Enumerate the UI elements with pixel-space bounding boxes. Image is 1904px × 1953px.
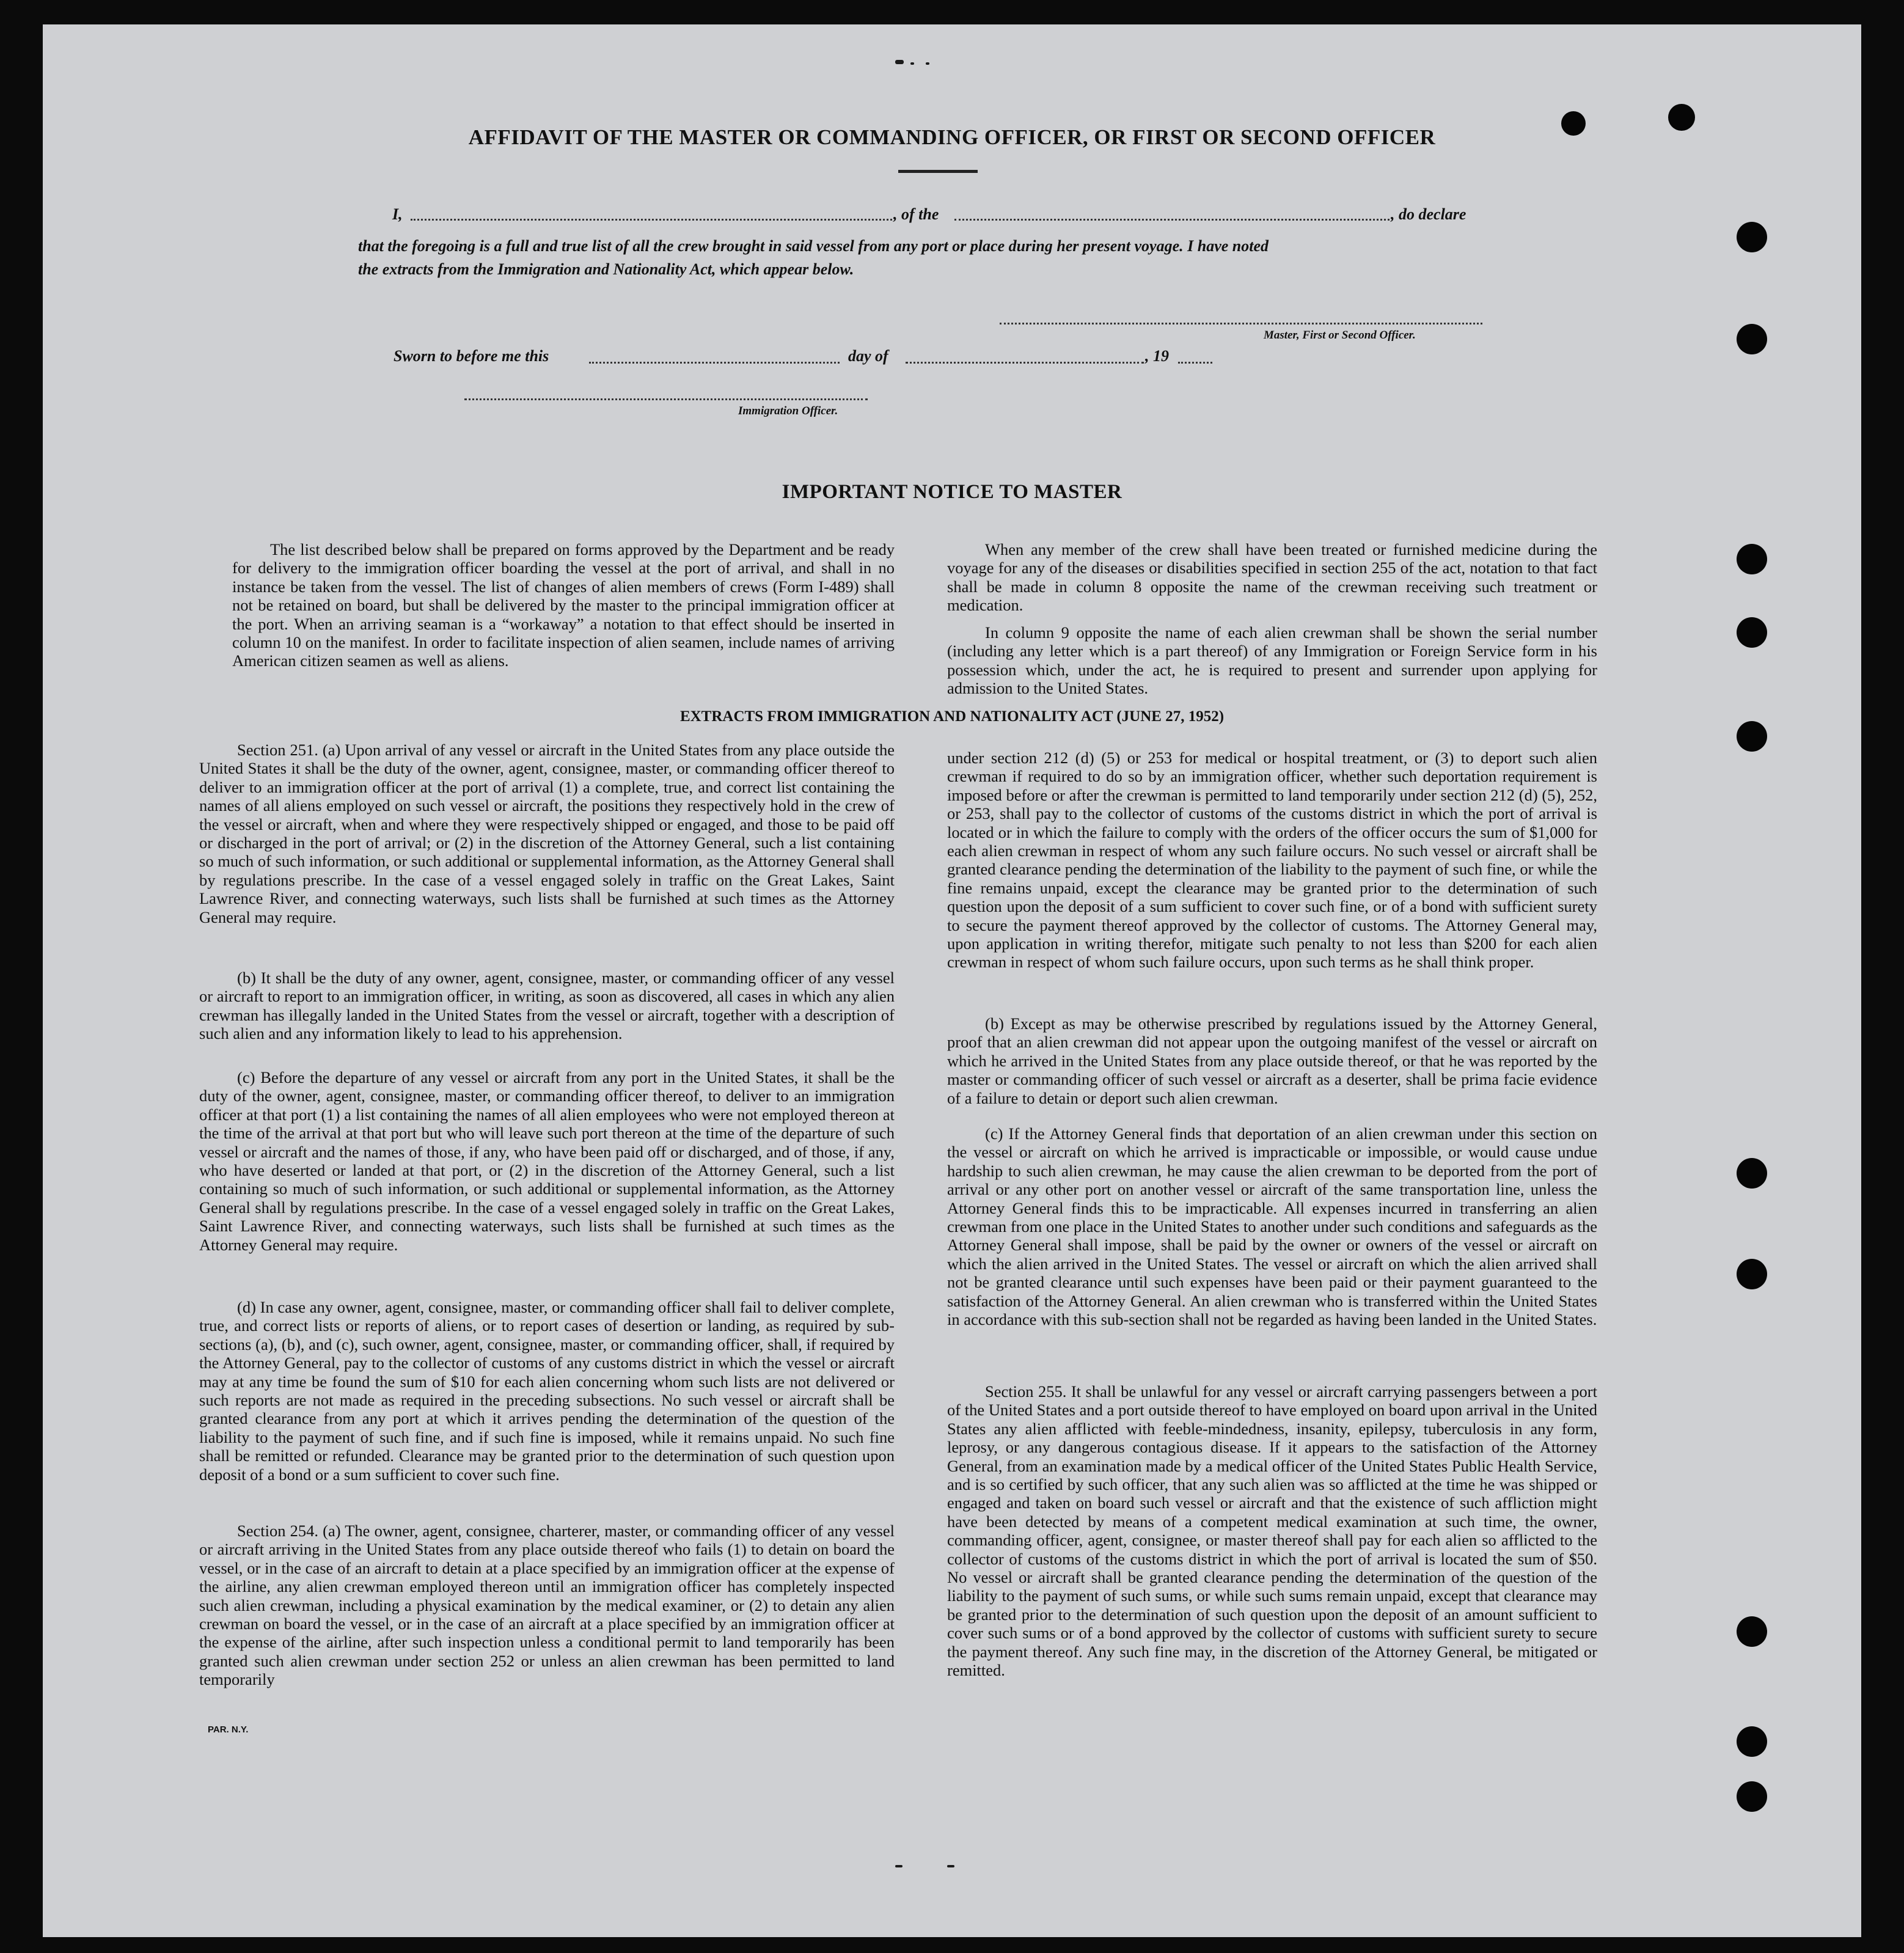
day-of-label: day of [848,347,888,365]
section-255: Section 255. It shall be unlawful for any vessel or aircraft carrying passengers between a port of the United States and a port outside thereof to have employed on board upon arrival in the United States any alien afflicted with feeble-mindedness, insanity, epilepsy, tuberculosis in any form, leprosy, or any dangerous contagious disease. If it appears to the satisfaction of the Attorney General, from an examination made by a medical officer of the United States Public Health Service, and is so certified by such officer, that any such alien was so afflicted at the time he was shipped or engaged and taken on board such vessel or aircraft and that the existence of such affliction might have been detected by means of a competent medical examination at such time, the owner, commanding officer, agent, consignee, or master thereof shall pay for each alien so afflicted to the collector of customs of the customs district in which the port of arrival is located the sum of $50. No vessel or aircraft shall be granted clearance pending the determination of the question of the liability to the payment of such sums, or while such sums remain unpaid, except that clearance may be granted prior to the determination of such question upon the deposit of an amount sufficient to cover such sums or of a bond approved by the collector of customs with sufficient surety to secure the payment thereof. Any such fine may, in the discretion of the Attorney General, be mitigated or remitted. [947,1382,1597,1680]
notice-title: IMPORTANT NOTICE TO MASTER [782,481,1122,503]
declaration-line-1: that the foregoing is a full and true list of all the crew brought in said vessel from any port or place during her present voyage. I have noted [358,237,1269,255]
sworn-label: Sworn to before me this [394,347,549,365]
section-251-b: (b) It shall be the duty of any owner, agent, consignee, master, or commanding officer of any vessel or aircraft to report to an immigration officer, in writing, as soon as discovered, all cases in which any alien crewman has illegally landed in the United States from the vessel or aircraft, together with a description of such alien and any information likely to lead to his apprehension. [199,969,895,1043]
sworn-year-field[interactable] [1178,362,1212,364]
section-254-a-cont: under section 212 (d) (5) or 253 for medical or hospital treatment, or (3) to deport such alien crewman if required to do so by an immigration officer, whether such deportation requirement is imposed before or after the crewman is permitted to land temporarily under section 212 (d) (5), 252, or 253, shall pay to the collector of customs of the customs district in which the port of arrival is located or in which the failure to comply with the orders of the officer occurs the sum of $1,000 for each alien crewman in respect of whom any such failure occurs. No such vessel or aircraft shall be granted clearance pending the determination of the liability to the payment of such fine, or while the fine remains unpaid, except the clearance may be granted prior to the determination of such question upon the deposit of a sum sufficient to cover such fine, or of a bond with sufficient surety to secure the payment thereof approved by the collector of customs. The Attorney General may, upon application in writing therefor, mitigate such penalty to not less than $200 for each alien crewman in respect of whom such failure occurs, upon such terms as he shall think proper. [947,749,1597,972]
extracts-title: EXTRACTS FROM IMMIGRATION AND NATIONALITY ACT (JUNE 27, 1952) [679,708,1225,725]
printer-code: PAR. N.Y. [208,1724,249,1735]
punch-hole [1737,1259,1767,1289]
of-the-label: , of the [893,205,939,223]
officer-signature-field[interactable] [464,398,868,400]
scan-mark [947,1865,954,1867]
i-label: I, [392,205,403,223]
punch-hole [1737,544,1767,574]
punch-hole [1737,222,1767,252]
master-signature-label: Master, First or Second Officer. [1264,329,1416,342]
punch-hole [1737,1781,1767,1812]
scan-mark [910,62,914,65]
section-251-d: (d) In case any owner, agent, consignee, master, or commanding officer shall fail to deliver complete, true, and correct lists or reports of aliens, or to report cases of desertion or landing, as required by sub-sections (a), (b), and (c), such owner, agent, consignee, master, or commanding officer, shall, if required by the Attorney General, pay to the collector of customs of any customs district in which the vessel or aircraft may at any time be found the sum of $10 for each alien concerning whom such lists are not delivered or such reports are not made as required in the preceding subsections. No such vessel or aircraft shall be granted clearance from any port at which it arrives pending the determination of the question of the liability to the payment of such fine, and if such fine is imposed, while it remains unpaid. No such fine shall be remitted or refunded. Clearance may be granted prior to the determination of such question upon deposit of a bond or a sum sufficient to cover such fine. [199,1298,895,1484]
section-251-a: Section 251. (a) Upon arrival of any vessel or aircraft in the United States from any place outside the United States it shall be the duty of the owner, agent, consignee, master, or commanding officer thereof to deliver to an immigration officer at the port of arrival (1) a complete, true, and correct list containing the names of all aliens employed on such vessel or aircraft, the positions they respectively hold in the crew of the vessel or aircraft, when and where they were respectively shipped or engaged, and those to be paid off or discharged in the port of arrival; or (2) in the discretion of the Attorney General, such a list containing so much of such information, or such additional or supplemental information, as the Attorney General shall by regulations prescribe. In the case of a vessel engaged solely in traffic on the Great Lakes, Saint Lawrence River, and connecting waterways, such lists shall be furnished at such times as the Attorney General may require. [199,741,895,926]
scan-mark [895,1865,903,1867]
scan-mark [895,60,904,64]
year-label: , 19 [1145,347,1169,365]
master-signature-field[interactable] [1000,323,1482,324]
notice-right-paragraph-2: In column 9 opposite the name of each alien crewman shall be shown the serial number (including any letter which is a part thereof) of any Immigration or Foreign Service form in his possession which, under the act, he is required to present and surrender upon applying for admission to the United States. [947,623,1597,698]
document-page [43,24,1861,1937]
punch-hole [1737,1726,1767,1757]
declaration-line-2: the extracts from the Immigration and Nationality Act, which appear below. [358,260,854,278]
scan-mark [926,62,929,65]
sworn-month-field[interactable] [906,362,1144,364]
punch-hole [1737,617,1767,648]
punch-hole [1737,1616,1767,1647]
do-declare-label: , do declare [1391,205,1466,223]
section-254-a: Section 254. (a) The owner, agent, consignee, charterer, master, or commanding officer of any vessel or aircraft arriving in the United States from any place outside thereof who fails (1) to detain on board the vessel, or in the case of an aircraft to detain at a place specified by an immigration officer at the expense of the airline, any alien crewman employed thereon until an immigration officer has completely inspected such alien crewman, including a physical examination by the medical examiner, or (2) to detain any alien crewman on board the vessel, or in the case of an aircraft at a place specified by an immigration officer at the expense of the airline, after such inspection unless a conditional permit to land temporarily has been granted such alien crewman under section 252 or unless an alien crewman has been permitted to land temporarily [199,1522,895,1689]
notice-left-paragraph: The list described below shall be prepared on forms approved by the Department and be ready for delivery to the immigration officer boarding the vessel at the port of arrival, and shall in no instance be taken from the vessel. The list of changes of alien members of crews (Form I-489) shall not be retained on board, but shall be delivered by the master to the principal immigration officer at the port. When an arriving seaman is a “workaway” a notation to that effect should be inserted in column 10 on the manifest. In order to facilitate inspection of alien seamen, include names of arriving American citizen seamen as well as aliens. [232,540,895,670]
section-251-c: (c) Before the departure of any vessel or aircraft from any port in the United States, it shall be the duty of the owner, agent, consignee, master, or commanding officer thereof, to deliver to an immigration officer at that port (1) a list containing the names of all alien employees who were not employed thereon at the time of the arrival at that port but who will leave such port thereon at the time of the departure of such vessel or aircraft and the names of those, if any, who have been paid off or discharged, and of those, if any, who have deserted or landed at that port, or (2) in the discretion of the Attorney General, such a list containing so much of such information, or such additional or supplemental information, as the Attorney General shall by regulations prescribe. In the case of a vessel engaged solely in traffic on the Great Lakes, Saint Lawrence River, and connecting waterways, such lists shall be furnished at such times as the Attorney General may require. [199,1068,895,1254]
notice-right-paragraph-1: When any member of the crew shall have been treated or furnished medicine during the voyage for any of the diseases or disabilities specified in section 255 of the act, notation to that fact shall be made in column 8 opposite the name of the crewman receiving such treatment or medication. [947,540,1597,615]
affidavit-title: AFFIDAVIT OF THE MASTER OR COMMANDING OFFICER, OR FIRST OR SECOND OFFICER [468,125,1436,149]
vessel-field[interactable] [954,219,1390,221]
punch-hole [1737,324,1767,354]
title-rule [898,170,978,173]
name-field[interactable] [411,219,892,221]
section-254-c: (c) If the Attorney General finds that deportation of an alien crewman under this section on the vessel or aircraft on which he arrived is impracticable or impossible, or would cause undue hardship to such alien crewman, he may cause the alien crewman to be deported from the port of arrival or any other port on another vessel or aircraft of the same transportation line, unless the Attorney General finds this to be impracticable. All expenses incurred in transferring an alien crewman from one place in the United States to another under such conditions and safeguards as the Attorney General shall impose, shall be paid by the owner or owners of the vessel or aircraft on which the alien arrived in the United States. The vessel or aircraft on which the alien arrived shall not be granted clearance until such expenses have been paid or their payment guaranteed to the satisfaction of the Attorney General. An alien crewman who is transferred within the United States in accordance with this sub-section shall not be regarded as having been landed in the United States. [947,1124,1597,1329]
officer-label: Immigration Officer. [738,405,838,417]
section-254-b: (b) Except as may be otherwise prescribed by regulations issued by the Attorney General, proof that an alien crewman did not appear upon the outgoing manifest of the vessel or aircraft on which he arrived in the United States from any place outside thereof, or that he was reported by the master or commanding officer of such vessel or aircraft as a deserter, shall be prima facie evidence of a failure to detain or deport such alien crewman. [947,1014,1597,1107]
punch-hole [1737,1158,1767,1189]
sworn-day-field[interactable] [589,362,840,364]
punch-hole [1737,721,1767,752]
